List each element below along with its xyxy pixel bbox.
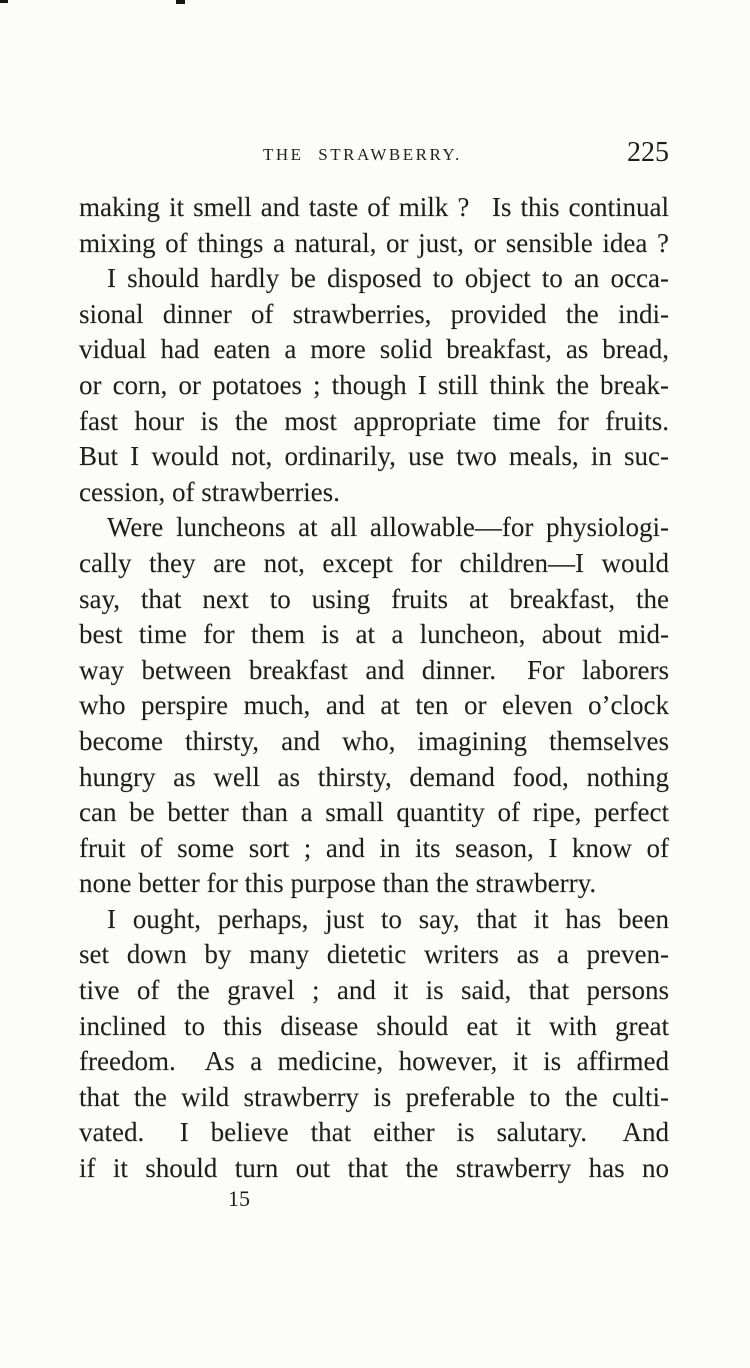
body-text [79, 190, 669, 1187]
text-line: become thirsty, and who, imagining themselves [79, 725, 669, 756]
text-line: or corn, or potatoes ; though I still think the break- [79, 369, 669, 400]
text-line: inclined to this disease should eat it with great [79, 1010, 669, 1041]
text-line: none better for this purpose than the strawberry. [79, 868, 597, 899]
text-line: vidual had eaten a more solid breakfast, as bread, [79, 334, 669, 365]
paragraph [79, 510, 669, 902]
text-line: that the wild strawberry is preferable to the culti- [79, 1081, 669, 1112]
scan-artifact [176, 0, 185, 4]
text-line: say, that next to using fruits at breakfast, the [79, 583, 669, 614]
text-line: fast hour is the most appropriate time for fruits. [79, 405, 669, 436]
paragraph [79, 261, 669, 510]
running-title: THE STRAWBERRY. [263, 145, 462, 164]
text-line: freedom. As a medicine, however, it is affirmed [79, 1046, 669, 1077]
text-line: hungry as well as thirsty, demand food, nothing [79, 761, 669, 792]
paragraph [79, 902, 669, 1187]
page-number: 225 [627, 137, 669, 168]
text-line: set down by many dietetic writers as a preven- [79, 939, 669, 970]
text-line: I ought, perhaps, just to say, that it has been [107, 903, 669, 934]
text-line: Were luncheons at all allowable—for physiologi- [107, 512, 669, 543]
paragraph [79, 190, 669, 261]
text-line: who perspire much, and at ten or eleven o’clock [79, 690, 669, 721]
text-line: can be better than a small quantity of ripe, perfect [79, 797, 669, 828]
text-line: tive of the gravel ; and it is said, that persons [79, 975, 669, 1006]
text-line: fruit of some sort ; and in its season, I know of [79, 832, 669, 863]
text-line: cally they are not, except for children—I would [79, 547, 669, 578]
text-line: vated. I believe that either is salutary. And [79, 1117, 669, 1148]
text-line: sional dinner of strawberries, provided the indi- [79, 298, 669, 329]
page-header [79, 137, 669, 172]
text-line: best time for them is at a luncheon, about mid- [79, 619, 669, 650]
text-line: cession, of strawberries. [79, 476, 340, 507]
text-line: But I would not, ordinarily, use two meals, in suc- [79, 441, 669, 472]
signature-mark: 15 [228, 1186, 250, 1211]
text-line: I should hardly be disposed to object to an occa- [107, 263, 669, 294]
text-line: way between breakfast and dinner. For laborers [79, 654, 669, 685]
text-line: if it should turn out that the strawberry has no [79, 1153, 669, 1184]
scan-artifact [0, 0, 8, 3]
text-line: making it smell and taste of milk ? Is this continual [79, 192, 669, 222]
text-line: mixing of things a natural, or just, or sensible idea ? [79, 227, 669, 258]
